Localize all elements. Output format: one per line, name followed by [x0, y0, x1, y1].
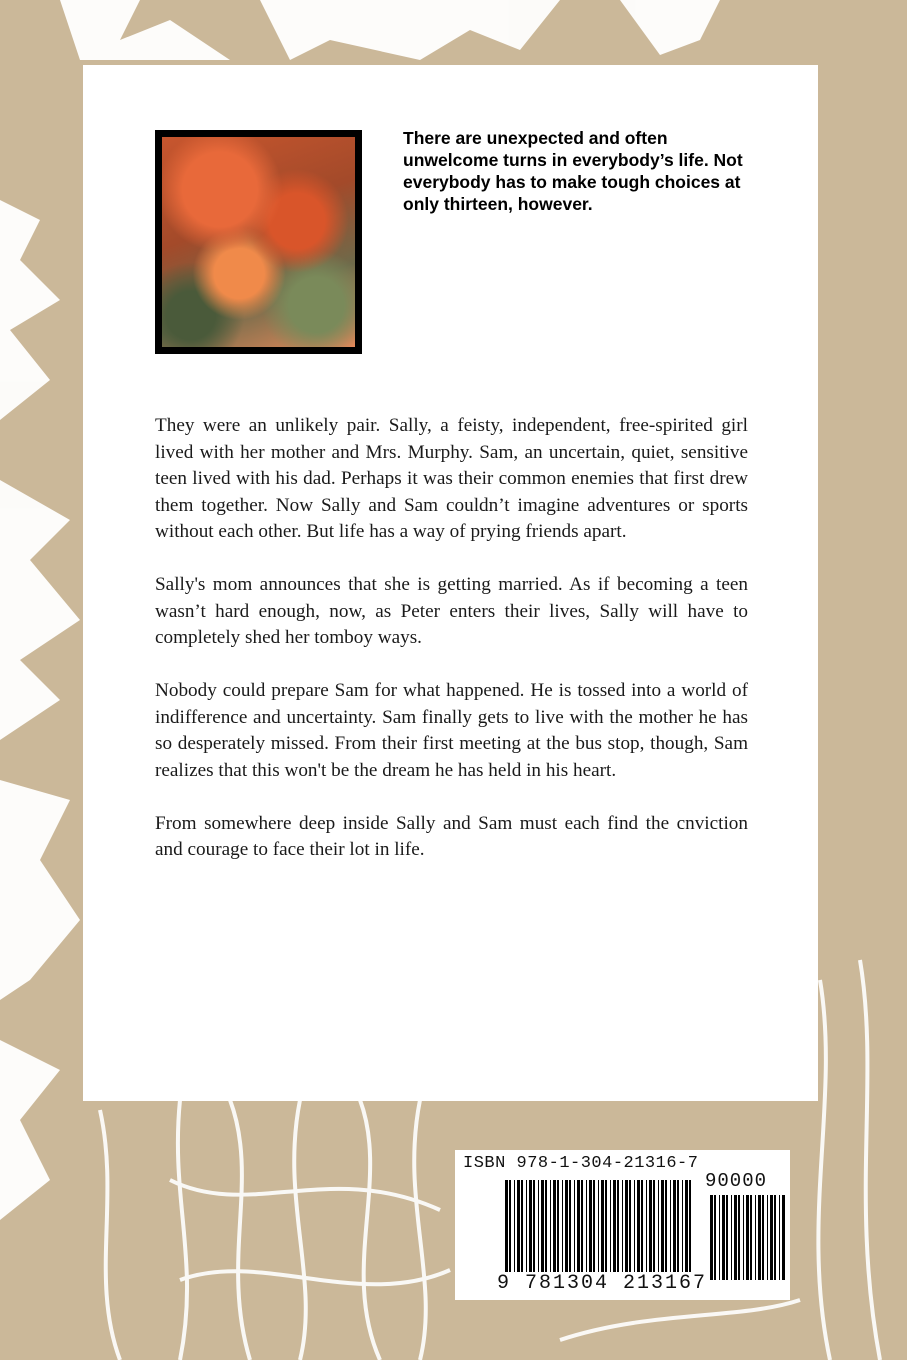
tagline: There are unexpected and often unwelcome turns in everybody’s life. Not everybody has to make tough choices at only thirteen, however. — [403, 128, 743, 214]
isbn-label: ISBN 978-1-304-21316-7 — [463, 1154, 699, 1173]
barcode-digits: 9 781304 213167 — [497, 1272, 708, 1295]
barcode-bar — [782, 1195, 785, 1280]
barcode-bar — [726, 1195, 728, 1280]
synopsis — [155, 413, 748, 890]
barcode-bar — [738, 1195, 740, 1280]
barcode-bar — [755, 1195, 756, 1280]
barcode-bar — [774, 1195, 776, 1280]
synopsis-paragraph: Nobody could prepare Sam for what happened. He is tossed into a world of indifference and uncertainty. Sam finally gets to live with the mother he has so desperately missed. From their first meeting at the bus stop, though, Sam realizes that this won't be the dream he has held in his heart. — [155, 680, 748, 781]
synopsis-paragraph: Sally's mom announces that she is getting married. As if becoming a teen wasn’t hard enough, now, as Peter enters their lives, Sally will have to completely shed her tomboy ways. — [155, 574, 748, 648]
barcode-bar — [731, 1195, 732, 1280]
barcode-bar — [758, 1195, 761, 1280]
barcode-bar — [750, 1195, 752, 1280]
autumn-leaves-photo — [155, 130, 362, 354]
synopsis-paragraph: They were an unlikely pair. Sally, a feisty, independent, free-spirited girl lived with her mother and Mrs. Murphy. Sam, an uncertain, quiet, sensitive teen lived with his dad. Perhaps it was their common enemies that first drew them together. Now Sally and Sam couldn’t imagine adventures or sports without each other. But life has a way of prying friends apart. — [155, 415, 748, 542]
barcode-bar — [722, 1195, 725, 1280]
synopsis-paragraph: From somewhere deep inside Sally and Sam must each find the cnviction and courage to face their lot in life. — [155, 812, 748, 860]
barcode-bar — [767, 1195, 768, 1280]
barcode-bar — [710, 1195, 713, 1280]
isbn-barcode — [455, 1150, 790, 1300]
barcode-bar — [734, 1195, 737, 1280]
barcode-bar — [779, 1195, 780, 1280]
barcode-bar — [770, 1195, 773, 1280]
barcode-bar — [762, 1195, 764, 1280]
barcode-bar — [743, 1195, 744, 1280]
barcode-bar — [719, 1195, 720, 1280]
price-code: 90000 — [705, 1170, 768, 1192]
barcode-bar — [746, 1195, 749, 1280]
barcode-bar — [714, 1195, 716, 1280]
